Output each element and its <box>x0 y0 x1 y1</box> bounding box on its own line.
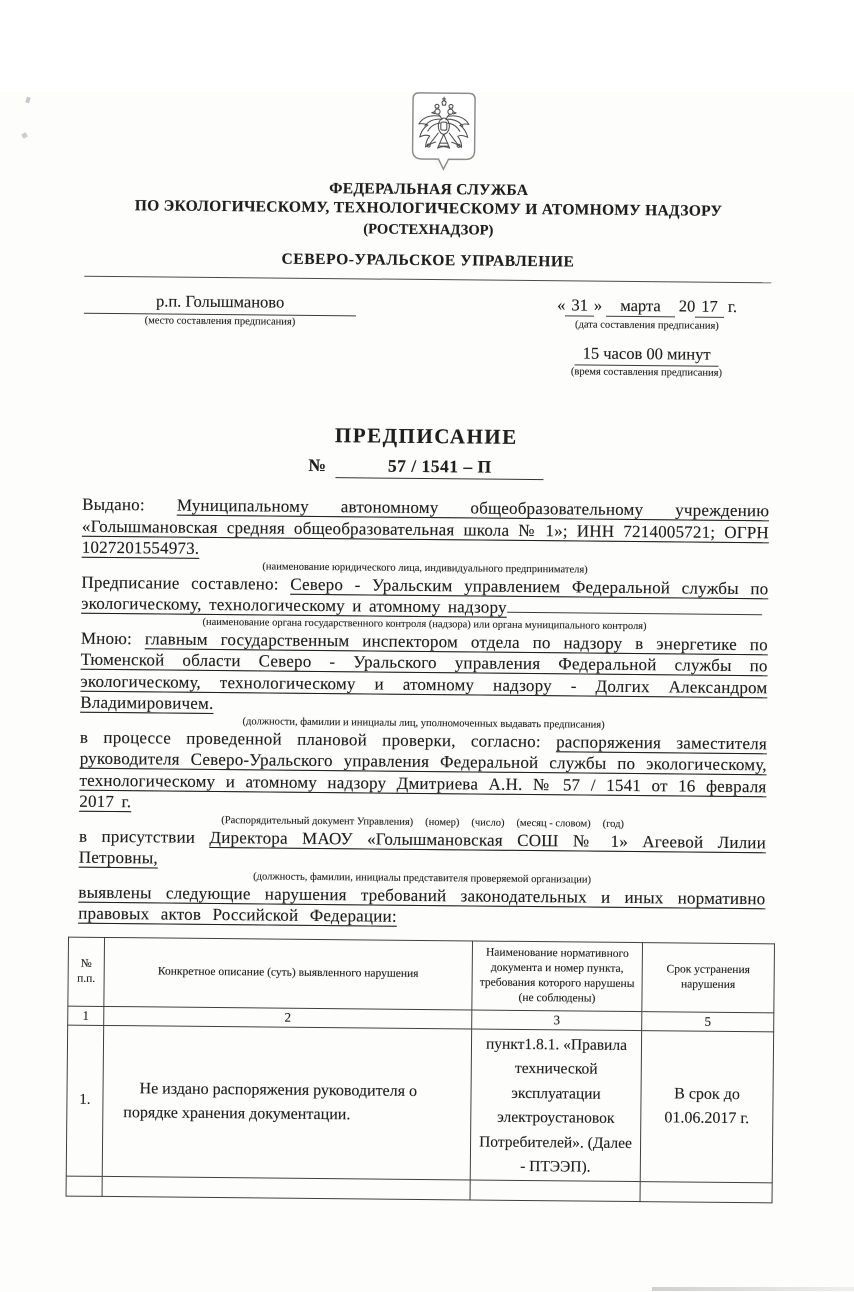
empty-cell <box>102 1176 470 1200</box>
date-century: 20 <box>678 296 696 316</box>
date-caption: (дата составления предписания) <box>574 319 719 332</box>
meta-row <box>84 291 771 334</box>
org-name-line2: ПО ЭКОЛОГИЧЕСКОМУ, ТЕХНОЛОГИЧЕСКОМУ И АТОМНОМУ НАДЗОРУ <box>134 197 723 220</box>
time-value: 15 часов 00 минут <box>575 343 719 366</box>
scan-edge-smudge <box>652 1287 854 1291</box>
date-open-quote: « <box>557 295 566 315</box>
org-name-line1: ФЕДЕРАЛЬНАЯ СЛУЖБА <box>329 180 529 199</box>
row-normative-cell: пункт1.8.1. «Правила технической эксплуатации электроустановок Потребителей». (Далее - ПТЭЭП). <box>470 1028 641 1181</box>
date-year-unit: г. <box>727 296 738 316</box>
process-label: в процессе проведенной плановой проверки, согласно: <box>79 727 541 751</box>
blank-line <box>507 598 762 615</box>
header-normative: Наименование нормативного документа и номер пункта, требования которого нарушены (не соблюдены) <box>472 940 643 1011</box>
header-num: № п.п. <box>68 937 105 1006</box>
col-number: 1 <box>68 1006 104 1025</box>
empty-cell <box>66 1176 102 1196</box>
date-close-quote: » <box>593 295 603 315</box>
header-divider <box>84 276 771 284</box>
row-num-cell: 1. <box>66 1025 103 1176</box>
russia-coat-of-arms-icon <box>410 92 477 175</box>
composed-value: Северо - Уральским управлением Федеральной службы по экологическому, технологическому и атомному надзору <box>81 574 769 617</box>
presence-paragraph <box>79 825 766 875</box>
empty-cell <box>470 1179 640 1201</box>
place-block <box>84 291 356 330</box>
process-paragraph <box>79 726 767 819</box>
process-caption-day: (число) <box>471 816 505 829</box>
header-description: Конкретное описание (суть) выявленного нарушения <box>104 937 473 1010</box>
date-year: 17 <box>695 297 724 318</box>
issued-value: Муниципальному автономному общеобразовательному учреждению «Голышмановская средняя общеобразовательная школа № 1»; ИНН 7214005721; ОГРН 1027201554973. <box>81 495 770 558</box>
presence-caption: (должность, фамилии, инициалы представителя проверяемой организации) <box>253 870 592 886</box>
process-caption-number: (номер) <box>425 816 460 828</box>
time-caption: (время составления предписания) <box>570 366 723 379</box>
violations-table <box>66 936 775 1203</box>
process-caption-month: (месяц - словом) <box>516 817 591 830</box>
composed-caption: (наименование органа государственного контроля (надзора) или органа муниципального контроля) <box>202 616 647 632</box>
date-line <box>523 295 771 320</box>
date-month: марта <box>606 296 675 318</box>
findings-paragraph: выявлены следующие нарушения требований законодательных и иных нормативно правовых актов Российской Федерации: <box>78 882 766 926</box>
row-term-cell: В срок до 01.06.2017 г. <box>640 1030 773 1182</box>
inspector-paragraph <box>80 627 768 720</box>
scanned-document-page <box>0 92 854 1292</box>
col-number: 2 <box>104 1006 472 1029</box>
inspector-value: главным государственным инспектором отдела по надзору в энергетике по Тюменской области Северо - Уральского управления Федеральной службы по экологическому, технологическому и атомному надзору - Долгих Александром Владимировичем. <box>80 628 768 713</box>
table-row <box>66 1025 773 1183</box>
presence-label: в присутствии <box>78 826 196 847</box>
process-value: распоряжения заместителя руководителя Северо-Уральского управления Федеральной службы по экологическому, технологическому и атомному надзору Дмитриева А.Н. № 57 / 1541 от 16 февраля 2017 г. <box>79 731 768 812</box>
document-title: ПРЕДПИСАНИЕ <box>334 423 518 449</box>
col-number: 3 <box>472 1009 642 1030</box>
empty-cell <box>640 1181 772 1202</box>
col-number: 5 <box>642 1011 774 1031</box>
issued-paragraph <box>82 494 770 565</box>
process-caption-doc: (Распорядительный документ Управления) <box>221 814 414 828</box>
number-label: № <box>308 454 327 476</box>
process-caption-year: (год) <box>602 818 625 830</box>
table-header-row <box>68 937 775 1013</box>
document-number-line <box>82 452 769 483</box>
inspector-label: Мною: <box>80 628 133 648</box>
org-division: СЕВЕРО-УРАЛЬСКОЕ УПРАВЛЕНИЕ <box>281 250 575 271</box>
header-term: Срок устранения нарушения <box>642 942 775 1012</box>
issued-label: Выдано: <box>82 494 145 515</box>
composed-paragraph <box>81 571 768 621</box>
org-short-name: (РОСТЕХНАДЗОР) <box>363 221 494 239</box>
presence-value: Директора МАОУ «Голышмановская СОШ № 1» Агеевой Лилии Петровны, <box>78 827 767 868</box>
composed-label: Предписание составлено: <box>81 572 279 594</box>
place-caption: (место составления предписания) <box>144 315 296 328</box>
inspector-caption: (должности, фамилии и инициалы лиц, уполномоченных выдавать предписания) <box>242 715 605 731</box>
date-day: 31 <box>565 295 594 316</box>
time-block <box>522 343 770 380</box>
number-value: 57 / 1541 – П <box>336 454 544 480</box>
date-block <box>523 295 771 333</box>
body-section <box>78 494 769 931</box>
row-description-cell: Не издано распоряжения руководителя о порядке хранения документации. <box>102 1025 471 1180</box>
issued-caption: (наименование юридического лица, индивидуального предпринимателя) <box>262 560 588 576</box>
place-value: р.п. Голышманово <box>84 291 356 317</box>
